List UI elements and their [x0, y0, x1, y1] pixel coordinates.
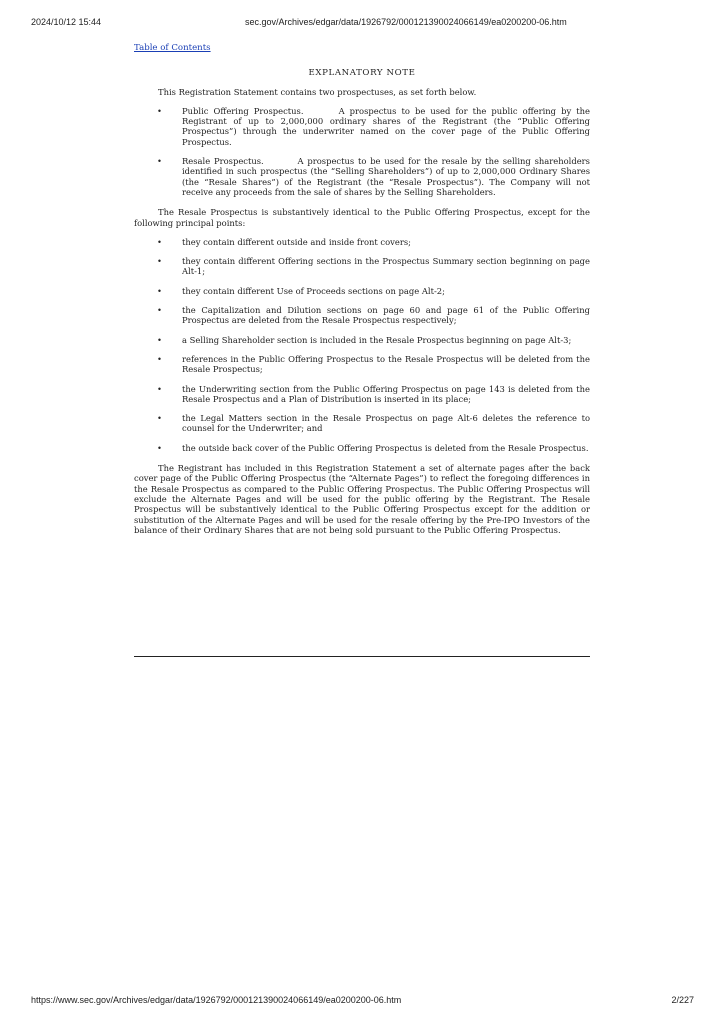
bullet-icon: •	[157, 334, 162, 345]
bullet-icon: •	[157, 383, 162, 394]
list-item	[134, 413, 590, 434]
differences-list	[134, 237, 590, 453]
difference-text: the outside back cover of the Public Offering Prospectus is deleted from the Resale Prospectus.	[182, 442, 589, 453]
prospectus-lead: Resale Prospectus.	[182, 156, 264, 167]
prospectus-lead: Public Offering Prospectus.	[182, 105, 304, 116]
prospectus-text: A prospectus to be used for the resale by the selling shareholders identified in such prospectus (the “Selling Shareholders”) of up to 2,000,000 Ordinary Shares (the “Resale Shares”) of the Registrant (the “Resale Prospectus”). The Company will not receive any proceeds from the sale of shares by the Selling Shareholders.	[182, 156, 590, 197]
bullet-icon: •	[157, 256, 162, 267]
bullet-icon: •	[157, 285, 162, 296]
list-item	[134, 384, 590, 405]
bullet-icon: •	[157, 305, 162, 316]
prospectus-list	[134, 106, 590, 197]
list-item	[134, 156, 590, 197]
difference-text: the Legal Matters section in the Resale Prospectus on page Alt-6 deletes the reference to counsel for the Underwriter; and	[182, 413, 590, 434]
difference-text: they contain different outside and inside front covers;	[182, 236, 411, 247]
differences-intro-paragraph: The Resale Prospectus is substantively identical to the Public Offering Prospectus, except for the following principal points:	[134, 207, 590, 228]
closing-paragraph: The Registrant has included in this Registration Statement a set of alternate pages after the back cover page of the Public Offering Prospectus (the “Alternate Pages”) to reflect the foregoing differences in the Resale Prospectus as compared to the Public Offering Prospectus. The Public Offering Prospectus will exclude the Alternate Pages and will be used for the public offering by the Registrant. The Resale Prospectus will be substantively identical to the Public Offering Prospectus except for the addition or substitution of the Alternate Pages and will be used for the resale offering by the Pre-IPO Investors of the balance of their Ordinary Shares that are not being sold pursuant to the Public Offering Prospectus.	[134, 463, 590, 535]
bullet-icon: •	[157, 442, 162, 453]
page-title: EXPLANATORY NOTE	[308, 68, 416, 79]
difference-text: a Selling Shareholder section is included in the Resale Prospectus beginning on page Alt-3;	[182, 334, 572, 345]
list-item	[134, 106, 590, 147]
bullet-icon: •	[157, 413, 162, 424]
difference-text: the Capitalization and Dilution sections on page 60 and page 61 of the Public Offering Prospectus are deleted from the Resale Prospectus respectively;	[182, 305, 590, 326]
list-item	[134, 443, 590, 453]
difference-text: they contain different Use of Proceeds sections on page Alt-2;	[182, 285, 445, 296]
list-item	[134, 305, 590, 326]
list-item	[134, 237, 590, 247]
difference-text: the Underwriting section from the Public Offering Prospectus on page 143 is deleted from the Resale Prospectus and a Plan of Distribution is inserted in its place;	[182, 383, 590, 404]
intro-paragraph: This Registration Statement contains two prospectuses, as set forth below.	[158, 86, 477, 97]
prospectus-text: A prospectus to be used for the public offering by the Registrant of up to 2,000,000 ordinary shares of the Registrant (the “Public Offering Prospectus”) through the underwriter named on the cover page of the Public Offering Prospectus.	[182, 105, 590, 147]
bullet-icon: •	[157, 156, 162, 167]
page-number: 2/227	[671, 995, 694, 1005]
print-datetime: 2024/10/12 15:44	[31, 17, 102, 27]
bullet-icon: •	[157, 353, 162, 364]
difference-text: they contain different Offering sections in the Prospectus Summary section beginning on page Alt-1;	[182, 256, 590, 277]
difference-text: references in the Public Offering Prospectus to the Resale Prospectus will be deleted from the Resale Prospectus;	[182, 353, 590, 375]
list-item	[134, 256, 590, 277]
print-footer-url: https://www.sec.gov/Archives/edgar/data/1926792/000121390024066149/ea0200200-06.htm	[31, 995, 402, 1005]
list-item	[134, 335, 590, 345]
list-item	[134, 286, 590, 296]
page-divider	[134, 656, 590, 657]
print-header-url: sec.gov/Archives/edgar/data/1926792/000121390024066149/ea0200200-06.htm	[245, 17, 567, 27]
bullet-icon: •	[157, 105, 162, 116]
document-body	[134, 42, 590, 535]
list-item	[134, 354, 590, 375]
bullet-icon: •	[157, 236, 162, 247]
table-of-contents-link[interactable]: Table of Contents	[134, 43, 211, 53]
